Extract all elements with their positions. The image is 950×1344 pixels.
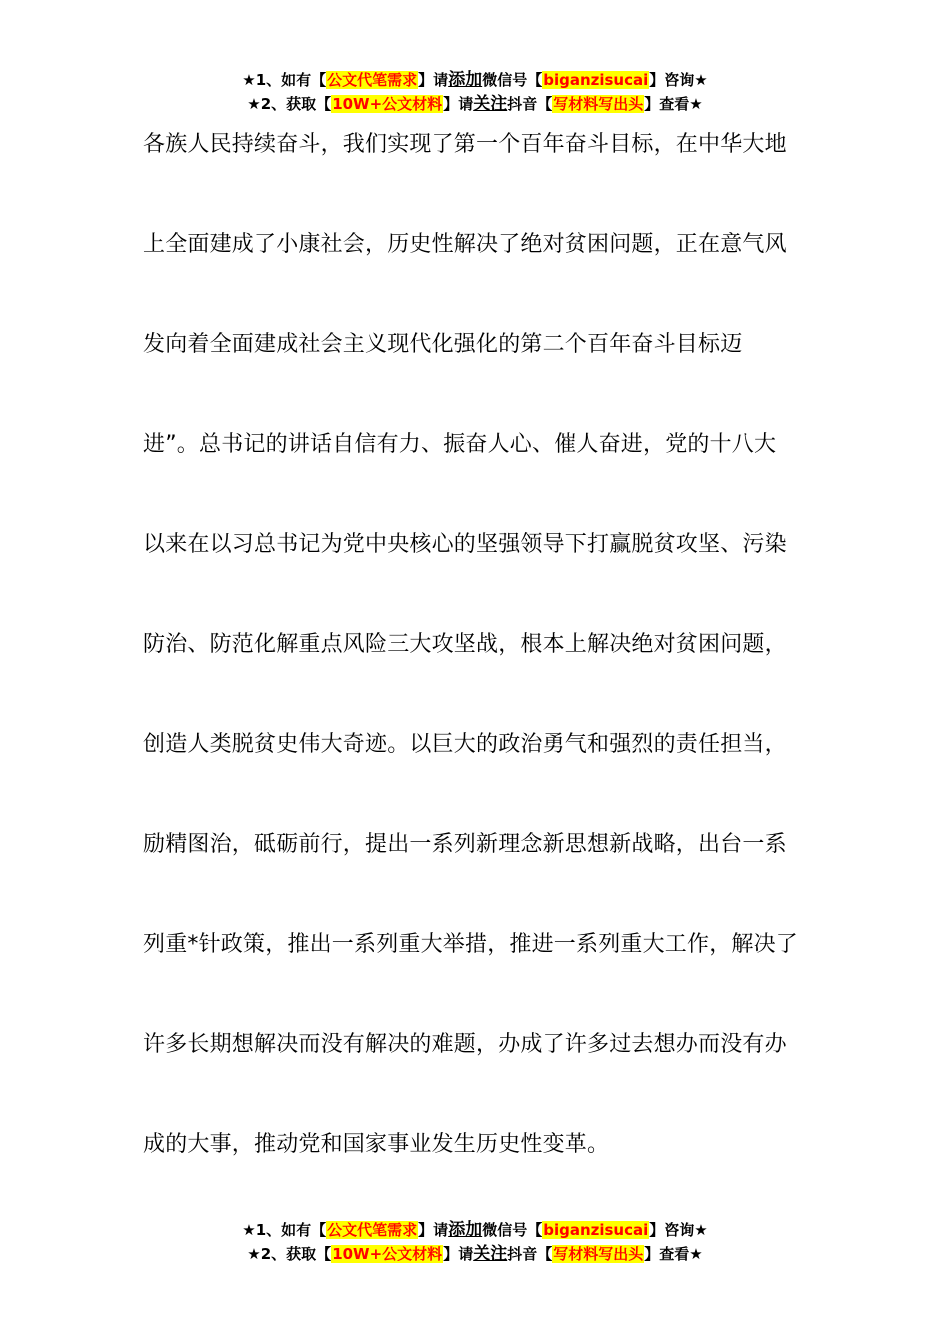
underlined-text: 添加 xyxy=(448,70,483,90)
banner-text: 抖音【 xyxy=(507,1245,553,1263)
highlight-wechat-id: biganzisucai xyxy=(543,1221,649,1239)
highlight-douyin-name: 写材料写出头 xyxy=(553,1245,644,1263)
banner-text: 】请 xyxy=(418,71,449,89)
banner-text: 】查看★ xyxy=(644,95,703,113)
banner-line-2 xyxy=(0,1242,950,1266)
paragraph-line: 励精图治，砥砺前行，提出一系列新理念新思想新战略，出台一系 xyxy=(143,832,787,857)
document-body xyxy=(143,120,813,1220)
banner-text: 】请 xyxy=(443,1245,474,1263)
paragraph-line: 以来在以习总书记为党中央核心的坚强领导下打赢脱贫攻坚、污染 xyxy=(143,532,787,557)
paragraph-line: 防治、防范化解重点风险三大攻坚战，根本上解决绝对贫困问题， xyxy=(143,632,787,657)
paragraph-line: 发向着全面建成社会主义现代化强化的第二个百年奋斗目标迈 xyxy=(143,332,743,357)
banner-text: 微信号【 xyxy=(482,71,543,89)
highlight-douyin-name: 写材料写出头 xyxy=(553,95,644,113)
paragraph-line: 上全面建成了小康社会，历史性解决了绝对贫困问题，正在意气风 xyxy=(143,232,787,257)
paragraph-line: 各族人民持续奋斗，我们实现了第一个百年奋斗目标，在中华大地 xyxy=(143,132,787,157)
banner-line-2 xyxy=(0,92,950,116)
banner-line-1 xyxy=(0,1218,950,1242)
paragraph-line: 成的大事，推动党和国家事业发生历史性变革。 xyxy=(143,1132,610,1157)
highlight-materials: 10W+公文材料 xyxy=(332,95,443,113)
underlined-text: 添加 xyxy=(448,1220,483,1240)
banner-text: 抖音【 xyxy=(507,95,553,113)
underlined-text: 关注 xyxy=(473,1244,508,1264)
banner-line-1 xyxy=(0,68,950,92)
paragraph-line: 进”。总书记的讲话自信有力、振奋人心、催人奋进，党的十八大 xyxy=(143,432,777,457)
banner-text: ★1、如有【 xyxy=(242,1221,327,1239)
highlight-service: 公文代笔需求 xyxy=(327,1221,418,1239)
paragraph-line: 许多长期想解决而没有解决的难题，办成了许多过去想办而没有办 xyxy=(143,1032,787,1057)
highlight-wechat-id: biganzisucai xyxy=(543,71,649,89)
header-banner xyxy=(0,68,950,116)
highlight-materials: 10W+公文材料 xyxy=(332,1245,443,1263)
banner-text: 】请 xyxy=(418,1221,449,1239)
highlight-service: 公文代笔需求 xyxy=(327,71,418,89)
paragraph-line: 创造人类脱贫史伟大奇迹。以巨大的政治勇气和强烈的责任担当， xyxy=(143,732,787,757)
footer-banner xyxy=(0,1218,950,1266)
banner-text: 】咨询★ xyxy=(649,71,708,89)
underlined-text: 关注 xyxy=(473,94,508,114)
banner-text: 】查看★ xyxy=(644,1245,703,1263)
banner-text: 】咨询★ xyxy=(649,1221,708,1239)
banner-text: 】请 xyxy=(443,95,474,113)
paragraph-line: 列重*针政策，推出一系列重大举措，推进一系列重大工作，解决了 xyxy=(143,932,799,957)
banner-text: ★2、获取【 xyxy=(247,95,332,113)
banner-text: ★1、如有【 xyxy=(242,71,327,89)
banner-text: ★2、获取【 xyxy=(247,1245,332,1263)
banner-text: 微信号【 xyxy=(482,1221,543,1239)
